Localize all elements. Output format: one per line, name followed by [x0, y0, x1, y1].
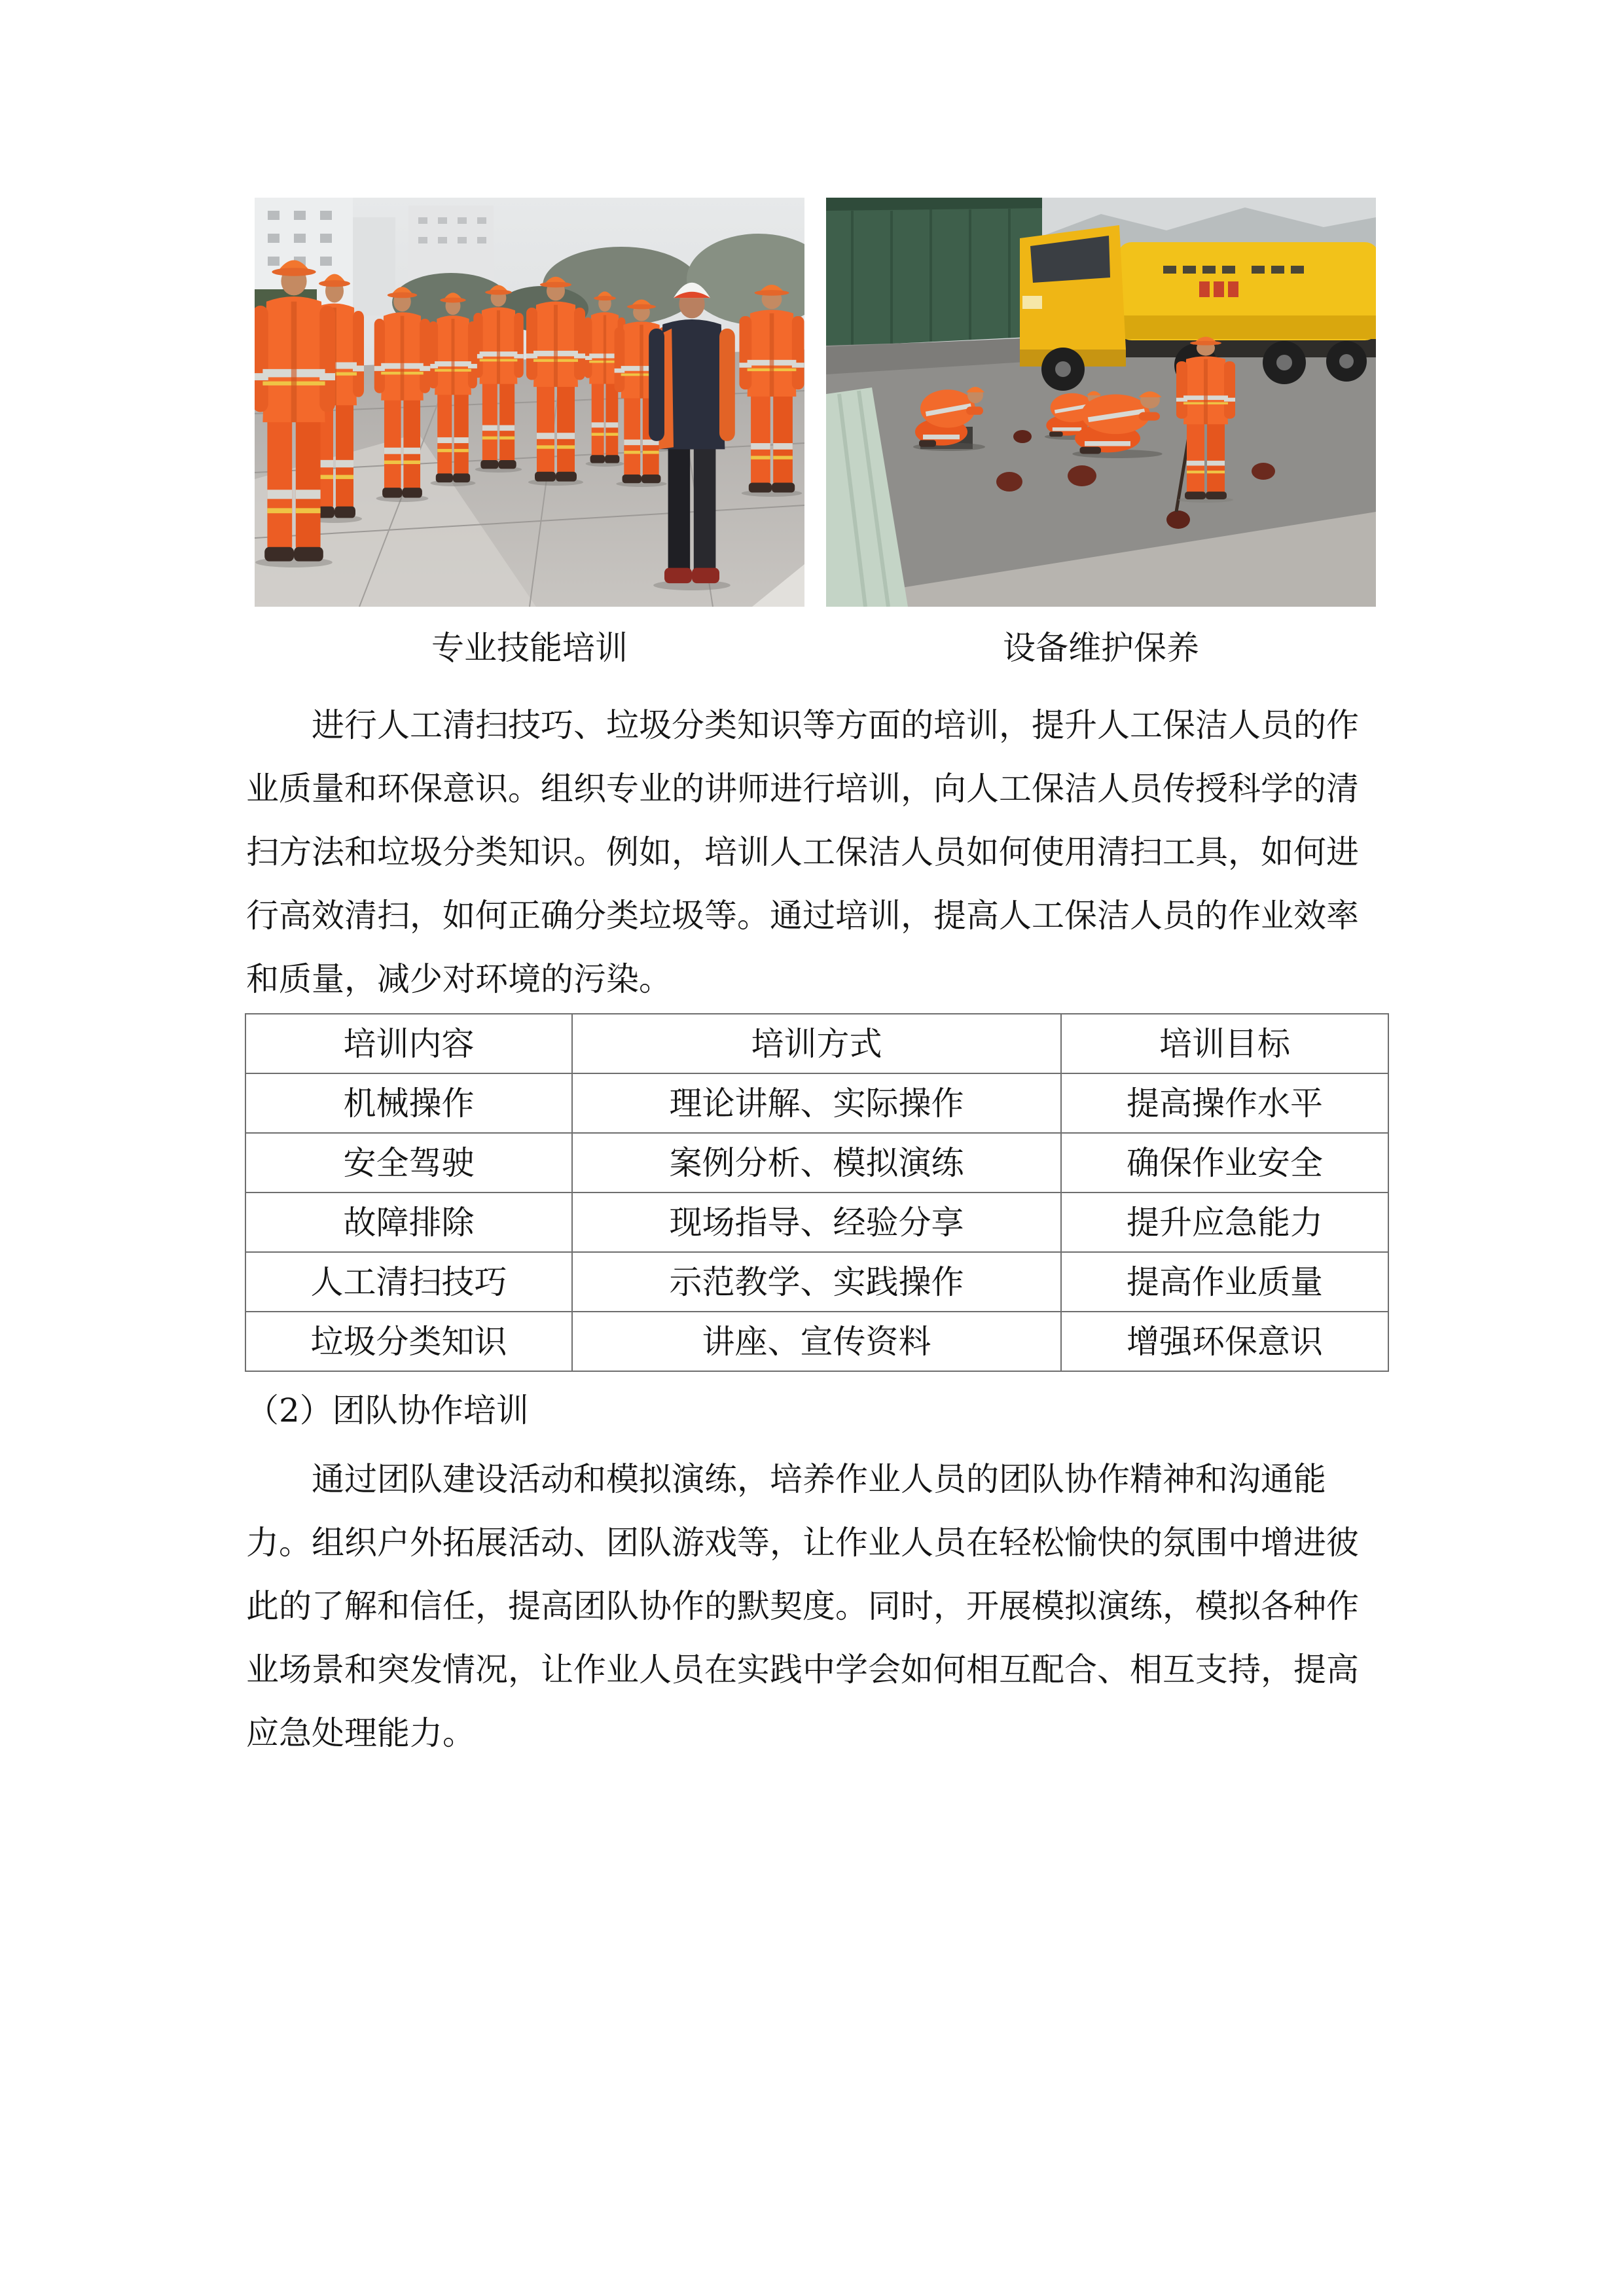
table-cell: 人工清扫技巧 [245, 1252, 572, 1312]
photo-caption: 设备维护保养 [1003, 629, 1199, 667]
table-cell: 机械操作 [245, 1073, 572, 1133]
paragraph-line: 扫方法和垃圾分类知识。例如，培训人工保洁人员如何使用清扫工具，如何进 [246, 833, 1359, 871]
training-table [245, 1013, 1389, 1372]
paragraph-line: 应急处理能力。 [246, 1714, 475, 1752]
table-cell: 现场指导、经验分享 [572, 1193, 1061, 1252]
table-row [245, 1133, 1388, 1193]
table-cell: 确保作业安全 [1061, 1133, 1388, 1193]
training-photo [255, 198, 804, 607]
maintenance-photo [826, 198, 1376, 607]
paragraph-line: 此的了解和信任，提高团队协作的默契度。同时，开展模拟演练，模拟各种作 [246, 1587, 1359, 1625]
table-header-cell: 培训方式 [572, 1014, 1061, 1073]
paragraph-line: 通过团队建设活动和模拟演练，培养作业人员的团队协作精神和沟通能 [312, 1460, 1326, 1498]
table-cell: 垃圾分类知识 [245, 1312, 572, 1371]
training-photo-image [255, 198, 804, 607]
table-header-cell: 培训内容 [245, 1014, 572, 1073]
table-cell: 讲座、宣传资料 [572, 1312, 1061, 1371]
table-cell: 示范教学、实践操作 [572, 1252, 1061, 1312]
paragraph-line: 力。组织户外拓展活动、团队游戏等，让作业人员在轻松愉快的氛围中增进彼 [246, 1524, 1359, 1562]
table-cell: 提高作业质量 [1061, 1252, 1388, 1312]
table-cell: 案例分析、模拟演练 [572, 1133, 1061, 1193]
table-cell: 提升应急能力 [1061, 1193, 1388, 1252]
photo-caption: 专业技能培训 [431, 629, 628, 667]
paragraph-line: 行高效清扫，如何正确分类垃圾等。通过培训，提高人工保洁人员的作业效率 [246, 897, 1359, 935]
table-row [245, 1073, 1388, 1133]
table-row [245, 1193, 1388, 1252]
section-heading: （2）团队协作培训 [246, 1391, 529, 1429]
table-row [245, 1252, 1388, 1312]
table-header-cell: 培训目标 [1061, 1014, 1388, 1073]
maintenance-photo-image [826, 198, 1376, 607]
table-cell: 安全驾驶 [245, 1133, 572, 1193]
table-cell: 增强环保意识 [1061, 1312, 1388, 1371]
table-cell: 理论讲解、实际操作 [572, 1073, 1061, 1133]
team-paragraph [246, 1448, 1385, 1765]
paragraph-line: 业质量和环保意识。组织专业的讲师进行培训，向人工保洁人员传授科学的清 [246, 770, 1359, 808]
table-header-row [245, 1014, 1388, 1073]
table-cell: 提高操作水平 [1061, 1073, 1388, 1133]
paragraph-line: 和质量，减少对环境的污染。 [246, 960, 672, 998]
paragraph-line: 业场景和突发情况，让作业人员在实践中学会如何相互配合、相互支持，提高 [246, 1651, 1359, 1689]
paragraph-line: 进行人工清扫技巧、垃圾分类知识等方面的培训，提升人工保洁人员的作 [312, 706, 1359, 744]
table-row [245, 1312, 1388, 1371]
green-fence [826, 198, 1042, 347]
table-cell: 故障排除 [245, 1193, 572, 1252]
intro-paragraph [246, 694, 1385, 1011]
